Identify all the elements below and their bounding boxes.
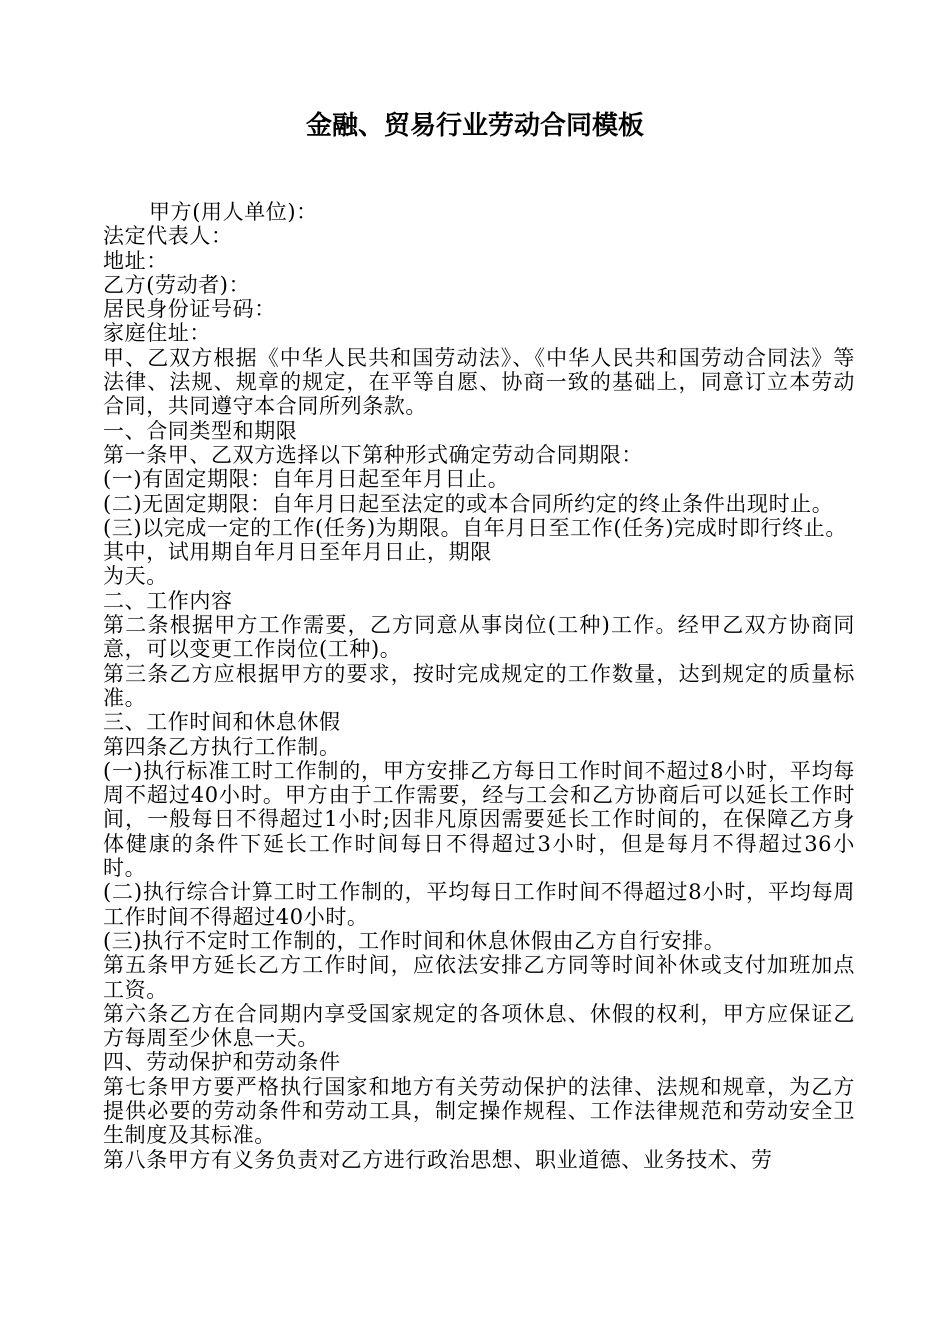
paragraph: (一)执行标准工时工作制的，甲方安排乙方每日工作时间不超过8小时，平均每周不超过40小时。甲方由于工作需要，经与工会和乙方协商后可以延长工作时间，一般每日不得超过1小时;因非凡原因需要延长工作时间的，在保障乙方身体健康的条件下延长工作时间每日不得超过3小时，但是每月不得超过36小时。 <box>103 758 855 881</box>
paragraph: 地址： <box>103 248 168 273</box>
paragraph: (二)执行综合计算工时工作制的，平均每日工作时间不得超过8小时，平均每周工作时间不得超过40小时。 <box>103 880 855 929</box>
paragraph: 第七条甲方要严格执行国家和地方有关劳动保护的法律、法规和规章，为乙方提供必要的劳动条件和劳动工具，制定操作规程、工作法律规范和劳动安全卫生制度及其标准。 <box>103 1074 855 1148</box>
paragraph: 家庭住址： <box>103 321 211 346</box>
paragraph: 第二条根据甲方工作需要，乙方同意从事岗位(工种)工作。经甲乙双方协商同意，可以变更工作岗位(工种)。 <box>103 613 855 662</box>
paragraph: 第五条甲方延长乙方工作时间，应依法安排乙方同等时间补休或支付加班加点工资。 <box>103 953 855 1002</box>
paragraph: 第三条乙方应根据甲方的要求，按时完成规定的工作数量，达到规定的质量标准。 <box>103 661 855 710</box>
paragraph: 第八条甲方有义务负责对乙方进行政治思想、职业道德、业务技术、劳 <box>103 1147 773 1172</box>
paragraph: 其中，试用期自年月日至年月日止，期限 <box>103 540 492 565</box>
paragraph: (三)执行不定时工作制的，工作时间和休息休假由乙方自行安排。 <box>103 928 726 953</box>
paragraph: (一)有固定期限：自年月日起至年月日止。 <box>103 467 510 492</box>
paragraph: (三)以完成一定的工作(任务)为期限。自年月日至工作(任务)完成时即行终止。 <box>103 515 847 540</box>
paragraph: 第四条乙方执行工作制。 <box>103 734 341 759</box>
section-heading: 一、合同类型和期限 <box>103 418 298 443</box>
document-title: 金融、贸易行业劳动合同模板 <box>305 111 644 141</box>
paragraph: 第一条甲、乙双方选择以下第种形式确定劳动合同期限： <box>103 442 643 467</box>
paragraph: 第六条乙方在合同期内享受国家规定的各项休息、休假的权利，甲方应保证乙方每周至少休息一天。 <box>103 1001 855 1051</box>
paragraph: (二)无固定期限：自年月日起至法定的或本合同所约定的终止条件出现时止。 <box>103 491 834 516</box>
paragraph: 居民身份证号码： <box>103 297 276 322</box>
paragraph: 甲、乙双方根据《中华人民共和国劳动法》、《中华人民共和国劳动合同法》等法律、法规、规章的规定，在平等自愿、协商一致的基础上，同意订立本劳动合同，共同遵守本合同所列条款。 <box>103 345 855 419</box>
paragraph: 乙方(劳动者)： <box>103 272 251 297</box>
paragraph: 甲方(用人单位)： <box>149 200 318 224</box>
section-heading: 三、工作时间和休息休假 <box>103 710 341 735</box>
paragraph: 为天。 <box>103 564 168 589</box>
paragraph: 法定代表人： <box>103 224 233 249</box>
document-body <box>103 200 855 1172</box>
section-heading: 二、工作内容 <box>103 588 233 613</box>
section-heading: 四、劳动保护和劳动条件 <box>103 1050 341 1075</box>
